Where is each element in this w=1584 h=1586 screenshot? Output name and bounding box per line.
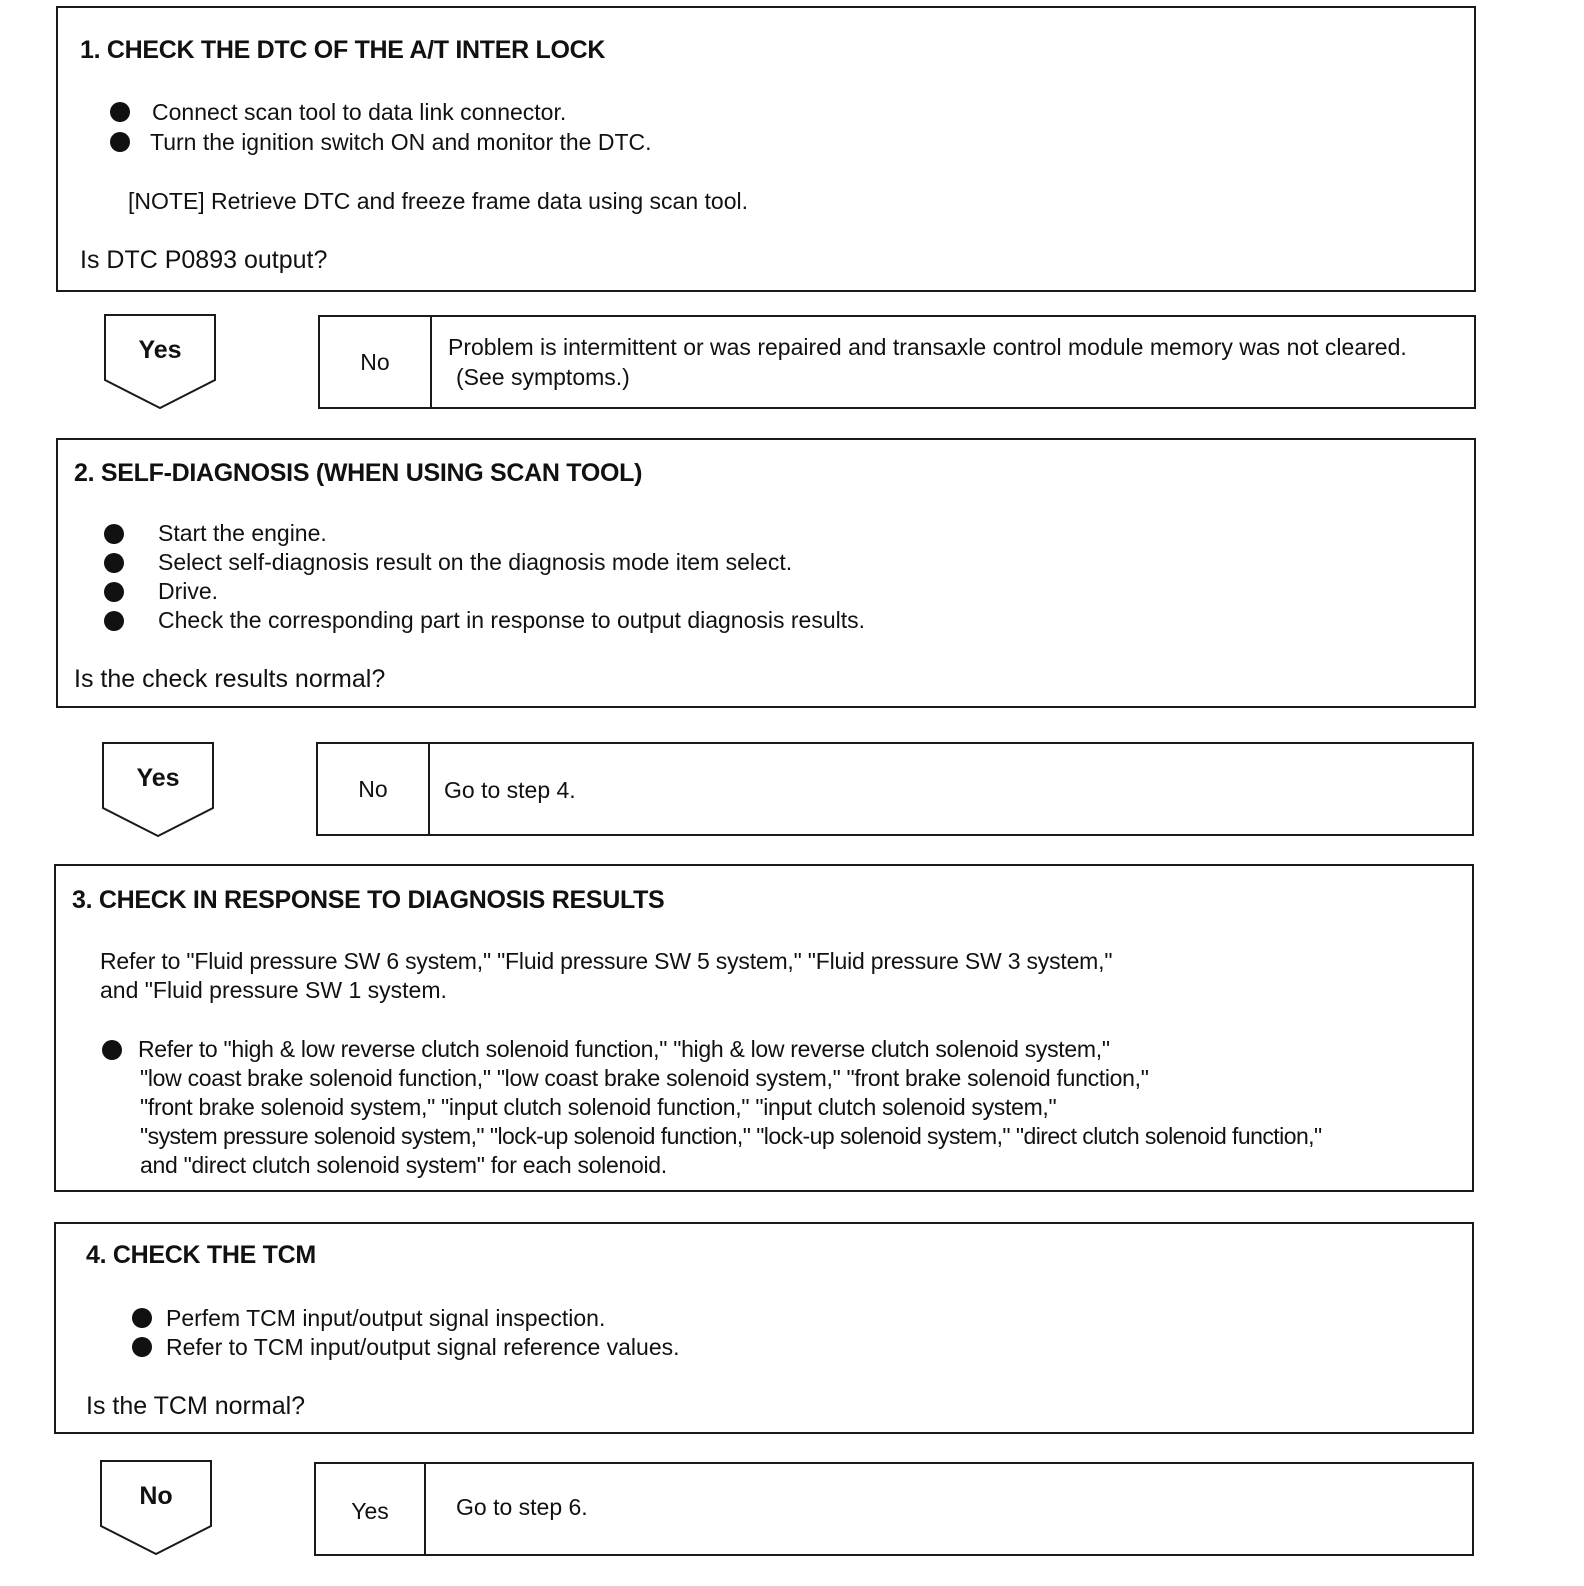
step-3-bullet-line-1: Refer to "high & low reverse clutch solenoid function," "high & low reverse clutch solenoid system," (138, 1036, 1110, 1062)
step-3-box (54, 864, 1474, 1192)
step-2-bullet-3: Drive. (158, 578, 219, 604)
step-4-bullet-2: Refer to TCM input/output signal reference values. (166, 1334, 680, 1360)
step-1-title: 1. CHECK THE DTC OF THE A/T INTER LOCK (80, 36, 606, 64)
bullet-dot-icon (132, 1308, 152, 1328)
step-2-yes-arrow (102, 742, 214, 838)
step-1-bullet-2: Turn the ignition switch ON and monitor the DTC. (150, 129, 652, 155)
step-3-bullet-line-2: "low coast brake solenoid function," "low coast brake solenoid system," "front brake solenoid function," (140, 1065, 1149, 1091)
step-2-box (56, 438, 1476, 708)
step-2-no-label: No (318, 744, 430, 834)
bullet-dot-icon (104, 524, 124, 544)
bullet-dot-icon (132, 1337, 152, 1357)
step-3-paragraph-line-2: and "Fluid pressure SW 1 system. (100, 977, 447, 1003)
step-2-question: Is the check results normal? (74, 665, 386, 693)
step-4-no-label: No (139, 1482, 173, 1510)
step-1-note: [NOTE] Retrieve DTC and freeze frame data using scan tool. (128, 188, 748, 214)
step-3-bullet-line-5: and "direct clutch solenoid system" for each solenoid. (140, 1152, 667, 1178)
step-4-box (54, 1222, 1474, 1434)
step-2-title: 2. SELF-DIAGNOSIS (WHEN USING SCAN TOOL) (74, 459, 643, 487)
step-4-question: Is the TCM normal? (86, 1392, 306, 1420)
step-2-no-branch (316, 742, 1474, 836)
step-1-no-label: No (320, 317, 432, 407)
step-3-title: 3. CHECK IN RESPONSE TO DIAGNOSIS RESULTS (72, 886, 665, 914)
step-1-no-message-line-1: Problem is intermittent or was repaired and transaxle control module memory was not cleared. (448, 334, 1407, 360)
bullet-dot-icon (104, 611, 124, 631)
step-4-yes-label: Yes (316, 1464, 426, 1554)
step-4-bullet-1: Perfem TCM input/output signal inspection. (166, 1305, 606, 1331)
step-2-yes-label: Yes (136, 764, 180, 792)
step-4-yes-branch (314, 1462, 1474, 1556)
step-1-yes-arrow (104, 314, 216, 410)
step-4-yes-message: Go to step 6. (456, 1494, 588, 1520)
step-1-bullet-1: Connect scan tool to data link connector. (152, 99, 567, 125)
bullet-dot-icon (104, 582, 124, 602)
step-2-bullet-1: Start the engine. (158, 520, 327, 546)
step-1-no-message-line-2: (See symptoms.) (456, 364, 630, 390)
bullet-dot-icon (102, 1040, 122, 1060)
step-4-no-arrow (100, 1460, 212, 1556)
bullet-dot-icon (104, 553, 124, 573)
step-2-bullet-4: Check the corresponding part in response to output diagnosis results. (158, 607, 866, 633)
step-1-question: Is DTC P0893 output? (80, 246, 328, 274)
bullet-dot-icon (110, 102, 130, 122)
bullet-dot-icon (110, 132, 130, 152)
step-1-box (56, 6, 1476, 292)
step-1-yes-label: Yes (138, 336, 182, 364)
step-2-no-message: Go to step 4. (444, 777, 576, 803)
step-3-paragraph-line-1: Refer to "Fluid pressure SW 6 system," "Fluid pressure SW 5 system," "Fluid pressure SW 3 system," (100, 948, 1113, 974)
step-3-bullet-line-3: "front brake solenoid system," "input clutch solenoid function," "input clutch solenoid system," (140, 1094, 1057, 1120)
step-2-bullet-2: Select self-diagnosis result on the diagnosis mode item select. (158, 549, 793, 575)
step-3-bullet-line-4: "system pressure solenoid system," "lock-up solenoid function," "lock-up solenoid system," "direct clutch solenoid function," (140, 1123, 1322, 1149)
step-4-title: 4. CHECK THE TCM (86, 1241, 316, 1269)
step-1-no-branch (318, 315, 1476, 409)
